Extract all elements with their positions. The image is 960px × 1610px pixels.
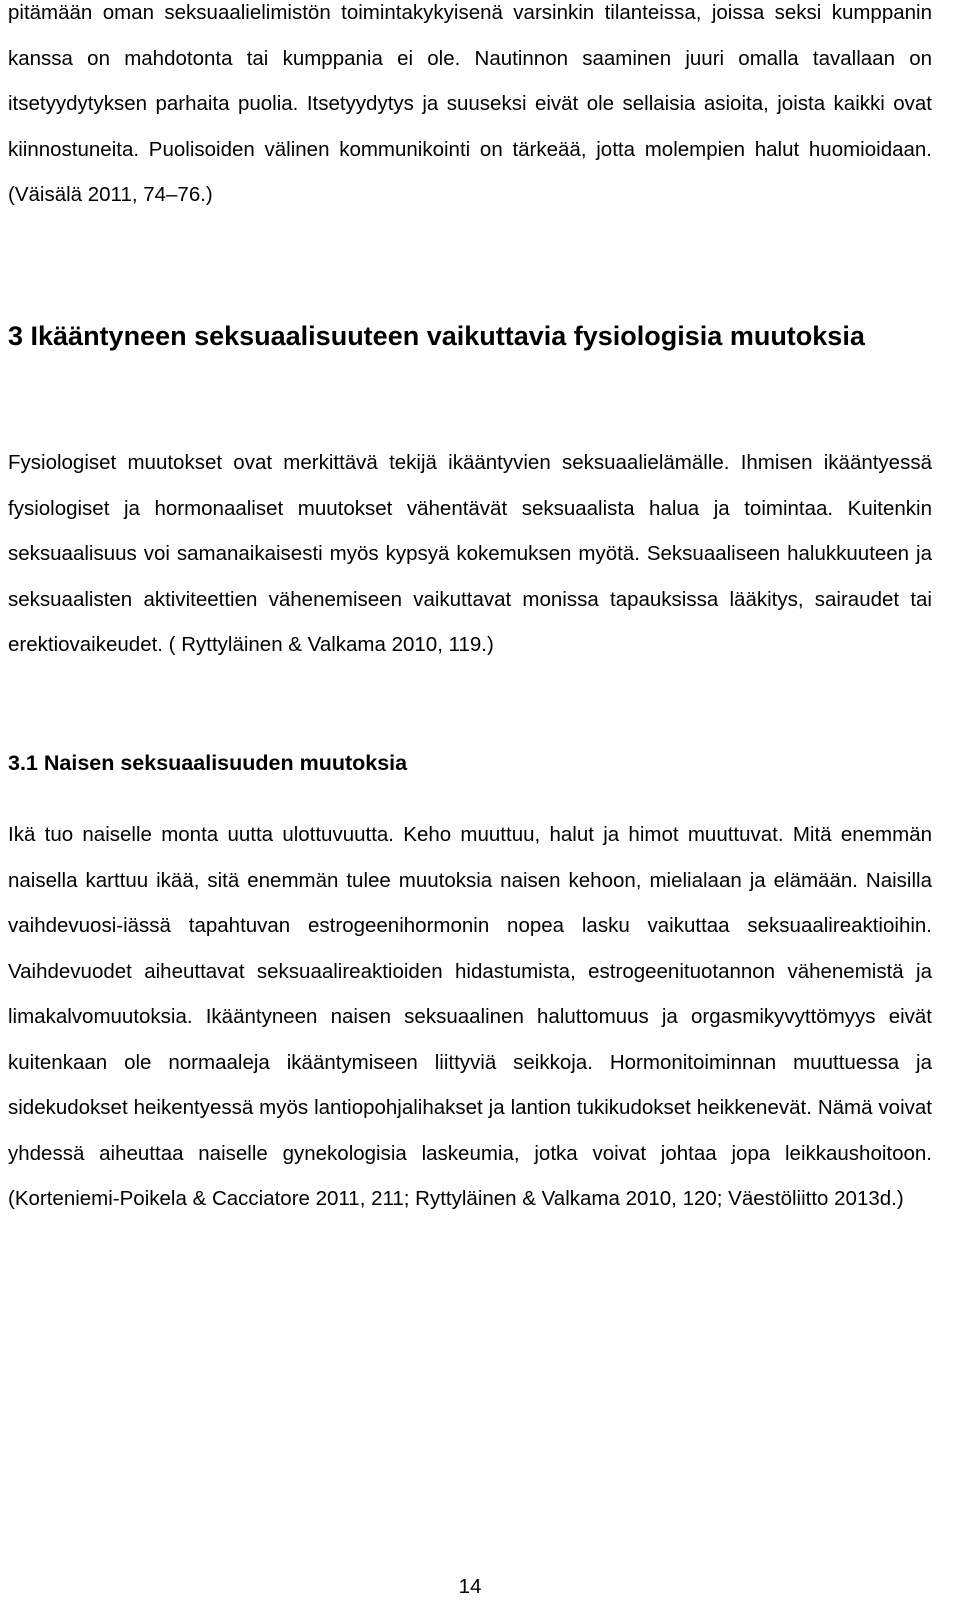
section-3-1-paragraph: Ikä tuo naiselle monta uutta ulottuvuutta. Keho muuttuu, halut ja himot muuttuvat. Mitä enemmän naisella karttuu ikää, sitä enemmän tulee muutoksia naisen kehoon, mielialaan ja elämään. Naisilla vaihdevuosi-iässä tapahtuvan estrogeenihormonin nopea lasku vaikuttaa seksuaalireaktioihin. Vaihdevuodet aiheuttavat seksuaalireaktioiden hidastumista, estrogeenituotannon vähenemistä ja limakalvomuutoksia. Ikääntyneen naisen seksuaalinen haluttomuus ja orgasmikyvyttömyys eivät kuitenkaan ole normaaleja ikääntymiseen liittyviä seikkoja. Hormonitoiminnan muuttuessa ja sidekudokset heikentyessä myös lantiopohjalihakset ja lantion tukikudokset heikkenevät. Nämä voivat yhdessä aiheuttaa naiselle gynekologisia laskeumia, jotka voivat johtaa jopa leikkaushoitoon. (Korteniemi-Poikela & Cacciatore 2011, 211; Ryttyläinen & Valkama 2010, 120; Väestöliitto 2013d.) bbox=[8, 823, 932, 1210]
section-3-paragraph: Fysiologiset muutokset ovat merkittävä tekijä ikääntyvien seksuaalielämälle. Ihmisen ikääntyessä fysiologiset ja hormonaaliset muutokset vähentävät seksuaalista halua ja toimintaa. Kuitenkin seksuaalisuus voi samanaikaisesti myös kypsyä kokemuksen myötä. Seksuaaliseen halukkuuteen ja seksuaalisten aktiviteettien vähenemiseen vaikuttavat monissa tapauksissa lääkitys, sairaudet tai erektiovaikeudet. ( Ryttyläinen & Valkama 2010, 119.) bbox=[8, 451, 932, 656]
page-number: 14 bbox=[458, 1575, 482, 1598]
section-3-heading: 3 Ikääntyneen seksuaalisuuteen vaikuttavia fysiologisia muutoksia bbox=[8, 321, 865, 351]
section-3-1-heading: 3.1 Naisen seksuaalisuuden muutoksia bbox=[8, 751, 408, 775]
intro-paragraph: pitämään oman seksuaalielimistön toimintakykyisenä varsinkin tilanteissa, joissa seksi kumppanin kanssa on mahdotonta tai kumppania ei ole. Nautinnon saaminen juuri omalla tavallaan on itsetyydytyksen parhaita puolia. Itsetyydytys ja suuseksi eivät ole sellaisia asioita, joista kaikki ovat kiinnostuneita. Puolisoiden välinen kommunikointi on tärkeää, jotta molempien halut huomioidaan. (Väisälä 2011, 74–76.) bbox=[8, 1, 932, 206]
